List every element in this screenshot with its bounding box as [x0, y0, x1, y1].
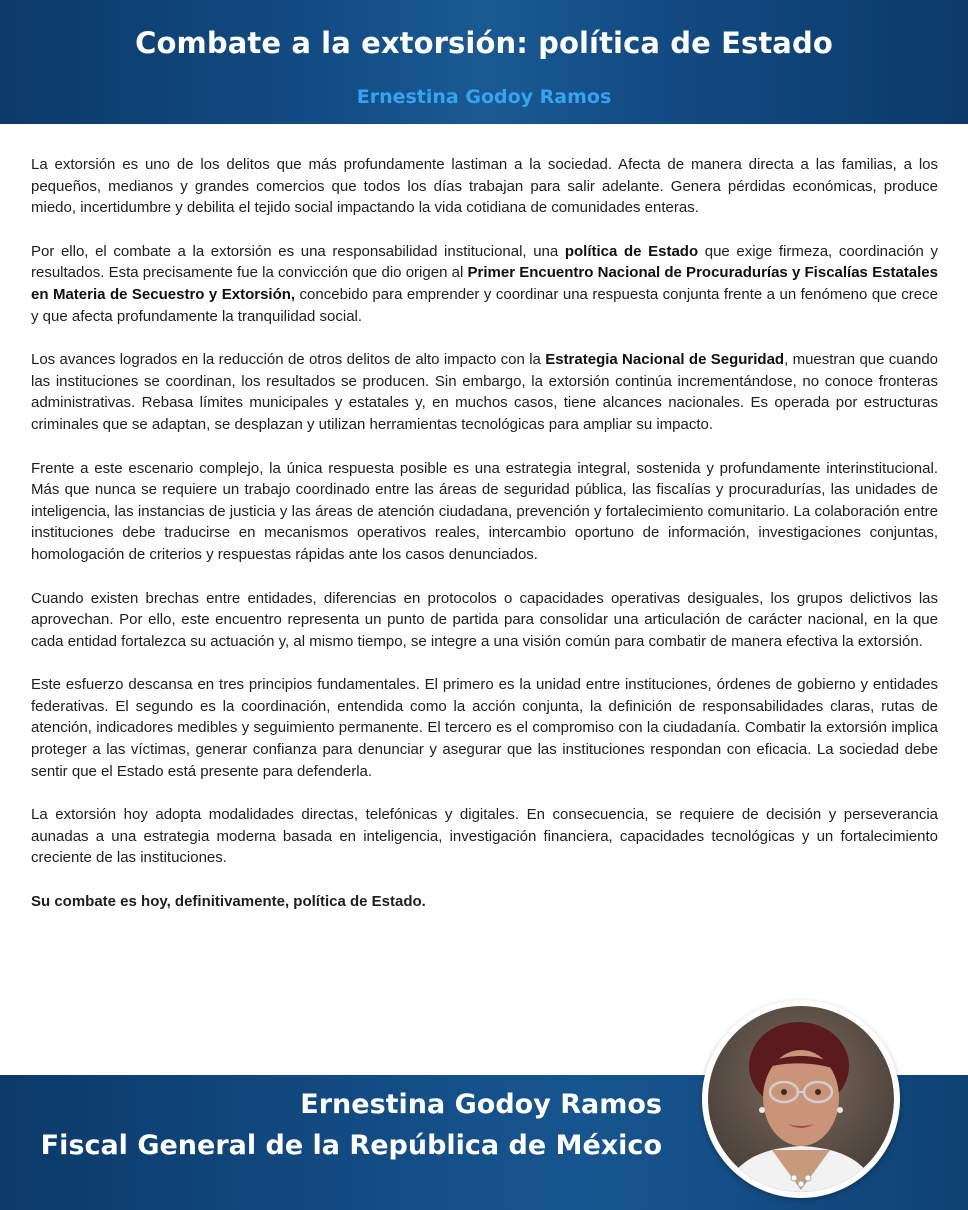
- paragraph-2-text-e: concebido para emprender y coordinar una respuesta conjunta frente a un fenómeno que crece y que afecta profundamente la tranquilidad social.: [31, 285, 938, 325]
- article-body: [31, 154, 938, 935]
- paragraph-2: [31, 241, 938, 327]
- paragraph-2-bold-encuentro: Primer Encuentro Nacional de Procuradurías y Fiscalías Estatales en Materia de Secuestro y Extorsión,: [31, 264, 938, 303]
- paragraph-3-text-a: Los avances logrados en la reducción de otros delitos de alto impacto con la: [31, 351, 546, 369]
- page-title: Combate a la extorsión: política de Estado: [135, 26, 833, 60]
- paragraph-2-text-a: Por ello, el combate a la extorsión es una responsabilidad institucional, una: [31, 242, 565, 260]
- footer-author-role: Fiscal General de la República de México: [40, 1130, 662, 1161]
- paragraph-3-text-c: , muestran que cuando las instituciones se coordinan, los resultados se producen. Sin embargo, la extorsión continúa incrementándose, no conoce fronteras administrativas. Rebasa límites municipales y estatales y, en muchos casos, tiene alcances nacionales. Es operada por estructuras criminales que se adaptan, se desplazan y utilizan herramientas tecnológicas para ampliar su impacto.: [31, 351, 939, 433]
- paragraph-1: La extorsión es uno de los delitos que más profundamente lastiman a la sociedad. Afecta de manera directa a las familias, a los pequeños, medianos y grandes comercios que todos los días trabajan para salir adelante. Genera pérdidas económicas, produce miedo, incertidumbre y debilita el tejido social impactando la vida cotidiana de comunidades enteras.: [31, 156, 938, 217]
- paragraph-4: Frente a este escenario complejo, la única respuesta posible es una estrategia integral, sostenida y profundamente interinstitucional. Más que nunca se requiere un trabajo coordinado entre las áreas de seguridad pública, las fiscalías y procuradurías, las unidades de inteligencia, las instancias de justicia y las áreas de atención ciudadana, prevención y fortalecimiento comunitario. La colaboración entre instituciones debe traducirse en mecanismos operativos reales, intercambio oportuno de información, investigaciones conjuntas, homologación de criterios y respuestas rápidas ante los casos denunciados.: [31, 459, 938, 563]
- paragraph-7: La extorsión hoy adopta modalidades directas, telefónicas y digitales. En consecuencia, se requiere de decisión y perseverancia aunadas a una estrategia moderna basada en inteligencia, investigación financiera, capacidades tecnológicas y un fortalecimiento creciente de las instituciones.: [31, 806, 938, 867]
- paragraph-5: Cuando existen brechas entre entidades, diferencias en protocolos o capacidades operativas desiguales, los grupos delictivos las aprovechan. Por ello, este encuentro representa un punto de partida para consolidar una articulación de carácter nacional, en la que cada entidad fortalezca su actuación y, al mismo tiempo, se integre a una visión común para combatir de manera efectiva la extorsión.: [31, 589, 938, 650]
- footer-author-name: Ernestina Godoy Ramos: [300, 1089, 662, 1120]
- author-byline: Ernestina Godoy Ramos: [356, 86, 612, 108]
- paragraph-2-text-c: que exige firmeza, coordinación y resultados. Esta precisamente fue la convicción que dio origen al: [31, 242, 938, 282]
- author-portrait: [702, 1000, 900, 1198]
- paragraph-3-bold-estrategia: Estrategia Nacional de Seguridad: [545, 351, 785, 369]
- closing-statement: Su combate es hoy, definitivamente, política de Estado.: [31, 893, 426, 911]
- paragraph-6: Este esfuerzo descansa en tres principios fundamentales. El primero es la unidad entre instituciones, órdenes de gobierno y entidades federativas. El segundo es la coordinación, entendida como la acción conjunta, la definición de responsabilidades claras, rutas de atención, indicadores medibles y seguimiento permanente. El tercero es el compromiso con la ciudadanía. Combatir la extorsión implica proteger a las víctimas, generar confianza para denunciar y asegurar que las instituciones respondan con eficacia. La sociedad debe sentir que el Estado está presente para defenderla.: [31, 676, 938, 780]
- portrait-illustration: [702, 1000, 900, 1198]
- paragraph-3: [31, 349, 938, 435]
- paragraph-2-bold-politica: política de Estado: [564, 242, 699, 260]
